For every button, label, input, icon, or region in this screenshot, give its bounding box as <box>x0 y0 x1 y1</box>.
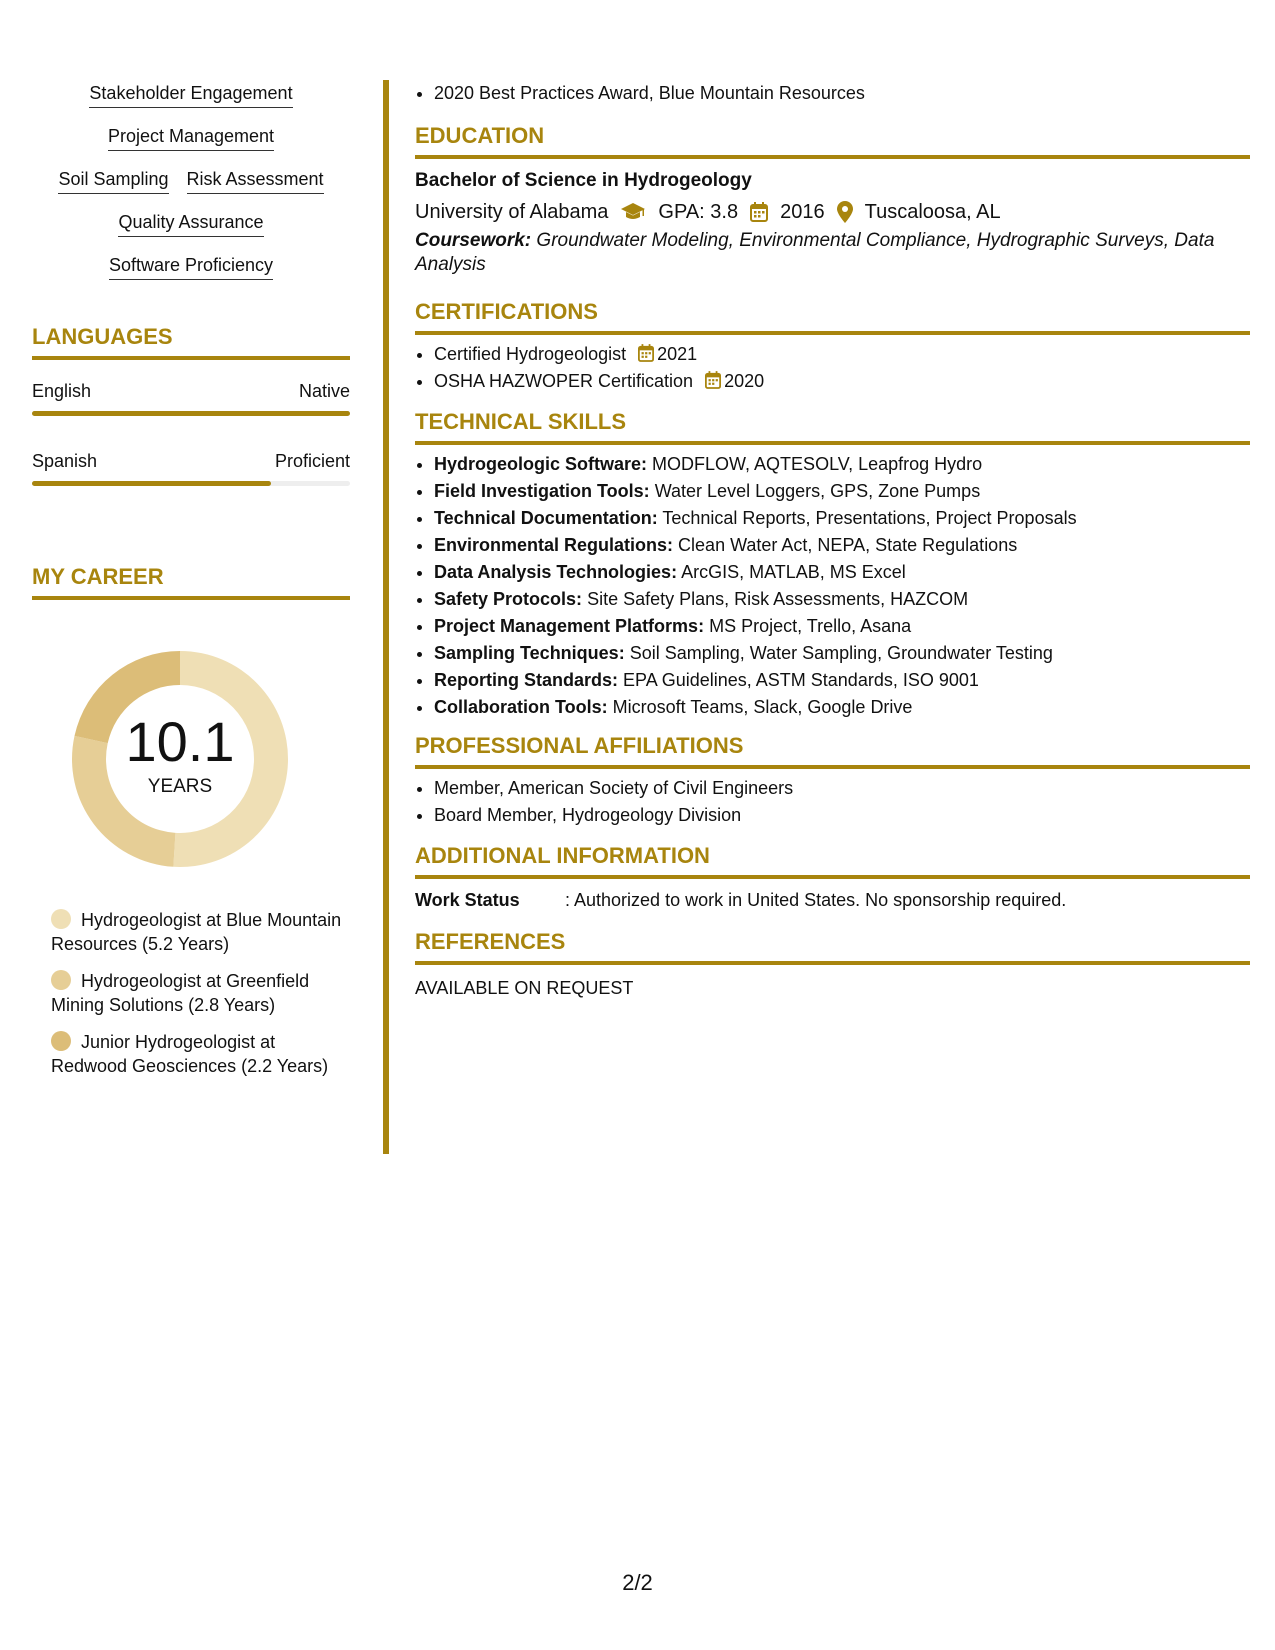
skill-category: Reporting Standards: <box>434 670 619 690</box>
language-name: Spanish <box>32 451 98 471</box>
heading-rule <box>415 875 1250 879</box>
map-pin-icon <box>837 201 853 223</box>
skill-category: Project Management Platforms: <box>434 616 705 636</box>
skill-values: ArcGIS, MATLAB, MS Excel <box>681 562 906 582</box>
heading-rule <box>415 155 1250 159</box>
references-section <box>415 929 1250 999</box>
career-label: Junior Hydrogeologist at Redwood Geosciences (2.2 Years) <box>51 1032 329 1076</box>
heading-rule <box>32 596 350 600</box>
coursework <box>415 229 1250 277</box>
certification-item <box>434 341 1250 368</box>
legend-dot <box>51 1031 71 1051</box>
award-item: • 2020 Best Practices Award, Blue Mountain Resources <box>434 80 1250 107</box>
technical-skill-item <box>434 451 1250 478</box>
skill-category: Data Analysis Technologies: <box>434 562 678 582</box>
skill-tag: Quality Assurance <box>118 211 263 237</box>
technical-skill-item <box>434 613 1250 640</box>
references-text: AVAILABLE ON REQUEST <box>415 978 634 998</box>
affiliation-item: • Member, American Society of Civil Engineers <box>434 775 1250 802</box>
skill-category: Technical Documentation: <box>434 508 658 528</box>
technical-skills-section <box>415 409 1250 721</box>
career-heading: MY CAREER <box>32 564 164 589</box>
certifications-heading: CERTIFICATIONS <box>415 299 598 324</box>
career-legend-item <box>51 969 350 1017</box>
work-status-label: Work Status <box>415 890 520 910</box>
skill-values: MS Project, Trello, Asana <box>709 616 912 636</box>
graduation-year: 2016 <box>780 201 825 223</box>
language-bar <box>32 411 350 416</box>
legend-dot <box>51 909 71 929</box>
certification-year: 2020 <box>724 371 765 391</box>
career-section <box>32 564 350 1078</box>
work-status <box>415 889 1250 911</box>
skill-values: Clean Water Act, NEPA, State Regulations <box>678 535 1018 555</box>
skill-values: Technical Reports, Presentations, Project Proposals <box>662 508 1077 528</box>
skill-values: Site Safety Plans, Risk Assessments, HAZCOM <box>587 589 969 609</box>
certification-name: Certified Hydrogeologist <box>434 344 627 364</box>
certification-item <box>434 368 1250 395</box>
awards-list <box>415 80 1250 107</box>
technical-skill-item <box>434 478 1250 505</box>
skill-tag: Risk Assessment <box>187 168 324 194</box>
language-name: English <box>32 381 92 401</box>
calendar-icon <box>705 371 721 389</box>
skill-values: EPA Guidelines, ASTM Standards, ISO 9001 <box>623 670 979 690</box>
language-item <box>32 380 350 416</box>
technical-skill-item <box>434 586 1250 613</box>
career-donut-chart <box>65 644 295 874</box>
work-status-value: : Authorized to work in United States. No sponsorship required. <box>565 890 1067 910</box>
certification-year: 2021 <box>657 344 698 364</box>
certification-name: OSHA HAZWOPER Certification <box>434 371 694 391</box>
coursework-label: Coursework: <box>415 230 532 251</box>
education-location: Tuscaloosa, AL <box>864 201 1001 223</box>
education-heading: EDUCATION <box>415 123 545 148</box>
legend-dot <box>51 970 71 990</box>
skill-values: MODFLOW, AQTESOLV, Leapfrog Hydro <box>652 454 983 474</box>
heading-rule <box>415 765 1250 769</box>
language-bar-fill <box>32 481 271 486</box>
technical-skill-item <box>434 667 1250 694</box>
career-legend-item <box>51 1030 350 1078</box>
references-heading: REFERENCES <box>415 929 566 954</box>
technical-skill-item <box>434 532 1250 559</box>
calendar-icon <box>750 202 768 222</box>
technical-skills-heading: TECHNICAL SKILLS <box>415 409 627 434</box>
affiliation-item: • Board Member, Hydrogeology Division <box>434 802 1250 829</box>
career-label: Hydrogeologist at Greenfield Mining Solutions (2.8 Years) <box>51 971 310 1015</box>
career-total: 10.1 <box>125 710 235 773</box>
languages-heading: LANGUAGES <box>32 324 173 349</box>
education-section <box>415 123 1250 277</box>
graduation-cap-icon <box>620 202 646 222</box>
technical-skill-item <box>434 640 1250 667</box>
skill-values: Soil Sampling, Water Sampling, Groundwater Testing <box>629 643 1053 663</box>
affiliations-list <box>415 775 1250 829</box>
degree: Bachelor of Science in Hydrogeology <box>415 170 752 191</box>
education-details <box>415 199 1250 225</box>
career-unit: YEARS <box>147 776 213 797</box>
technical-skill-item <box>434 694 1250 721</box>
affiliations-section <box>415 733 1250 829</box>
career-legend-item <box>51 908 350 956</box>
skill-tag: Software Proficiency <box>109 254 273 280</box>
left-column <box>32 82 350 1091</box>
skills-list <box>32 82 350 280</box>
skill-values: Microsoft Teams, Slack, Google Drive <box>612 697 913 717</box>
language-bar-fill <box>32 411 350 416</box>
languages-section <box>32 324 350 486</box>
heading-rule <box>415 331 1250 335</box>
language-level: Proficient <box>274 451 350 471</box>
gpa: GPA: 3.8 <box>658 201 739 223</box>
technical-skill-item <box>434 505 1250 532</box>
heading-rule <box>32 356 350 360</box>
skill-category: Sampling Techniques: <box>434 643 625 663</box>
skill-tag: Project Management <box>108 125 274 151</box>
skill-values: Water Level Loggers, GPS, Zone Pumps <box>654 481 981 501</box>
additional-info-section <box>415 843 1250 911</box>
skill-category: Collaboration Tools: <box>434 697 608 717</box>
affiliations-heading: PROFESSIONAL AFFILIATIONS <box>415 733 744 758</box>
heading-rule <box>415 441 1250 445</box>
heading-rule <box>415 961 1250 965</box>
skill-tag: Soil Sampling <box>58 168 168 194</box>
language-level: Native <box>298 381 350 401</box>
coursework-text: Groundwater Modeling, Environmental Compliance, Hydrographic Surveys, Data Analysis <box>415 230 1215 275</box>
calendar-icon <box>638 344 654 362</box>
career-legend <box>32 908 350 1078</box>
column-divider <box>383 80 389 1154</box>
additional-info-heading: ADDITIONAL INFORMATION <box>415 843 710 868</box>
career-label: Hydrogeologist at Blue Mountain Resources (5.2 Years) <box>51 910 342 954</box>
technical-skill-item <box>434 559 1250 586</box>
certifications-list <box>415 341 1250 395</box>
school-name: University of Alabama <box>415 201 609 223</box>
skill-tag: Stakeholder Engagement <box>89 82 292 108</box>
skill-category: Hydrogeologic Software: <box>434 454 648 474</box>
language-item <box>32 450 350 486</box>
skill-category: Safety Protocols: <box>434 589 583 609</box>
right-column <box>415 80 1250 999</box>
certifications-section <box>415 299 1250 395</box>
language-bar <box>32 481 350 486</box>
skill-category: Field Investigation Tools: <box>434 481 650 501</box>
skill-category: Environmental Regulations: <box>434 535 674 555</box>
technical-skills-list <box>415 451 1250 721</box>
page-number: 2/2 <box>622 1570 653 1595</box>
